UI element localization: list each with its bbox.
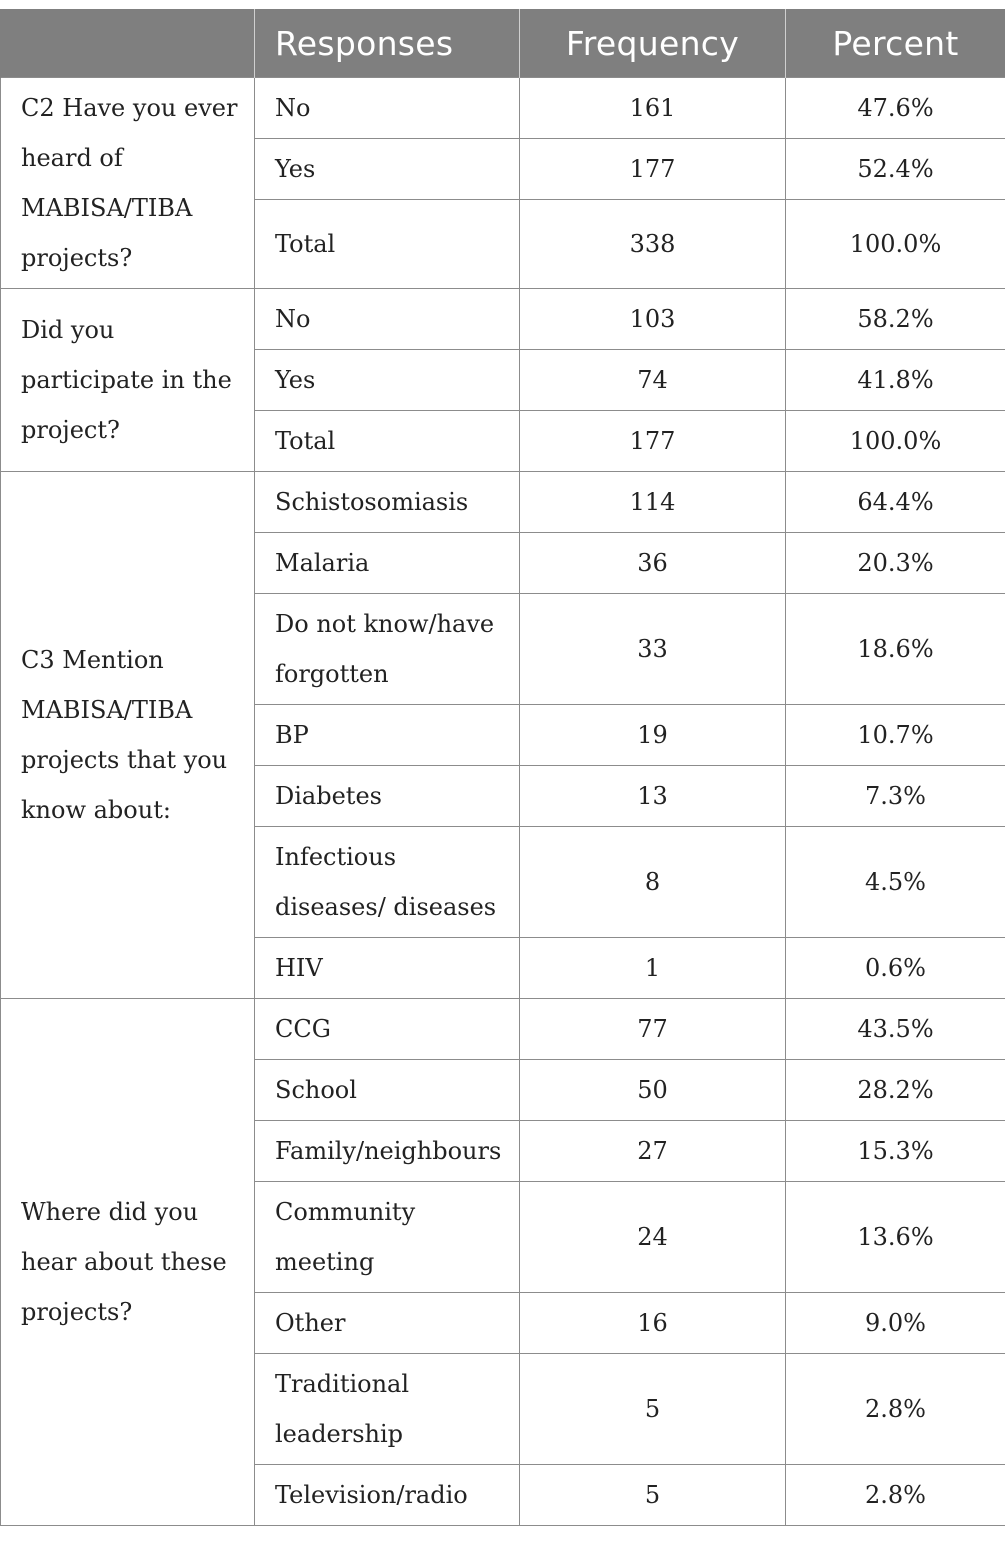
response-cell: Yes xyxy=(255,350,520,411)
response-cell: Total xyxy=(255,411,520,472)
frequency-cell: 36 xyxy=(520,533,786,594)
frequency-cell: 8 xyxy=(520,827,786,938)
frequency-cell: 114 xyxy=(520,472,786,533)
response-cell: No xyxy=(255,289,520,350)
header-frequency: Frequency xyxy=(520,10,786,78)
frequency-cell: 177 xyxy=(520,139,786,200)
frequency-cell: 338 xyxy=(520,200,786,289)
frequency-cell: 24 xyxy=(520,1182,786,1293)
survey-results-table xyxy=(0,9,1005,1526)
response-cell: Yes xyxy=(255,139,520,200)
percent-cell: 41.8% xyxy=(786,350,1005,411)
question-cell: C3 Mention MABISA/TIBA projects that you know about: xyxy=(1,472,255,999)
response-cell: Traditional leadership xyxy=(255,1354,520,1465)
frequency-cell: 50 xyxy=(520,1060,786,1121)
percent-cell: 100.0% xyxy=(786,200,1005,289)
table-row xyxy=(1,472,1005,533)
frequency-cell: 16 xyxy=(520,1293,786,1354)
header-responses: Responses xyxy=(255,10,520,78)
frequency-cell: 1 xyxy=(520,938,786,999)
frequency-cell: 27 xyxy=(520,1121,786,1182)
question-cell: C2 Have you ever heard of MABISA/TIBA projects? xyxy=(1,78,255,289)
frequency-cell: 13 xyxy=(520,766,786,827)
percent-cell: 64.4% xyxy=(786,472,1005,533)
response-cell: Malaria xyxy=(255,533,520,594)
percent-cell: 15.3% xyxy=(786,1121,1005,1182)
frequency-cell: 177 xyxy=(520,411,786,472)
response-cell: BP xyxy=(255,705,520,766)
percent-cell: 58.2% xyxy=(786,289,1005,350)
table-row xyxy=(1,999,1005,1060)
table-row xyxy=(1,78,1005,139)
percent-cell: 18.6% xyxy=(786,594,1005,705)
percent-cell: 100.0% xyxy=(786,411,1005,472)
frequency-cell: 161 xyxy=(520,78,786,139)
response-cell: Television/radio xyxy=(255,1465,520,1526)
frequency-cell: 19 xyxy=(520,705,786,766)
response-cell: Family/neighbours xyxy=(255,1121,520,1182)
response-cell: Community meeting xyxy=(255,1182,520,1293)
percent-cell: 7.3% xyxy=(786,766,1005,827)
percent-cell: 47.6% xyxy=(786,78,1005,139)
percent-cell: 4.5% xyxy=(786,827,1005,938)
response-cell: Schistosomiasis xyxy=(255,472,520,533)
frequency-cell: 74 xyxy=(520,350,786,411)
frequency-cell: 103 xyxy=(520,289,786,350)
frequency-cell: 33 xyxy=(520,594,786,705)
header-percent: Percent xyxy=(786,10,1005,78)
percent-cell: 2.8% xyxy=(786,1354,1005,1465)
header-question xyxy=(1,10,255,78)
frequency-cell: 77 xyxy=(520,999,786,1060)
percent-cell: 2.8% xyxy=(786,1465,1005,1526)
response-cell: No xyxy=(255,78,520,139)
response-cell: HIV xyxy=(255,938,520,999)
percent-cell: 13.6% xyxy=(786,1182,1005,1293)
percent-cell: 10.7% xyxy=(786,705,1005,766)
frequency-cell: 5 xyxy=(520,1465,786,1526)
response-cell: Infectious diseases/ diseases xyxy=(255,827,520,938)
percent-cell: 43.5% xyxy=(786,999,1005,1060)
response-cell: School xyxy=(255,1060,520,1121)
response-cell: Other xyxy=(255,1293,520,1354)
question-cell: Did you participate in the project? xyxy=(1,289,255,472)
frequency-cell: 5 xyxy=(520,1354,786,1465)
percent-cell: 0.6% xyxy=(786,938,1005,999)
percent-cell: 28.2% xyxy=(786,1060,1005,1121)
header-row xyxy=(1,10,1005,78)
percent-cell: 9.0% xyxy=(786,1293,1005,1354)
response-cell: Do not know/have forgotten xyxy=(255,594,520,705)
percent-cell: 52.4% xyxy=(786,139,1005,200)
response-cell: Diabetes xyxy=(255,766,520,827)
percent-cell: 20.3% xyxy=(786,533,1005,594)
table-row xyxy=(1,289,1005,350)
question-cell: Where did you hear about these projects? xyxy=(1,999,255,1526)
response-cell: CCG xyxy=(255,999,520,1060)
response-cell: Total xyxy=(255,200,520,289)
